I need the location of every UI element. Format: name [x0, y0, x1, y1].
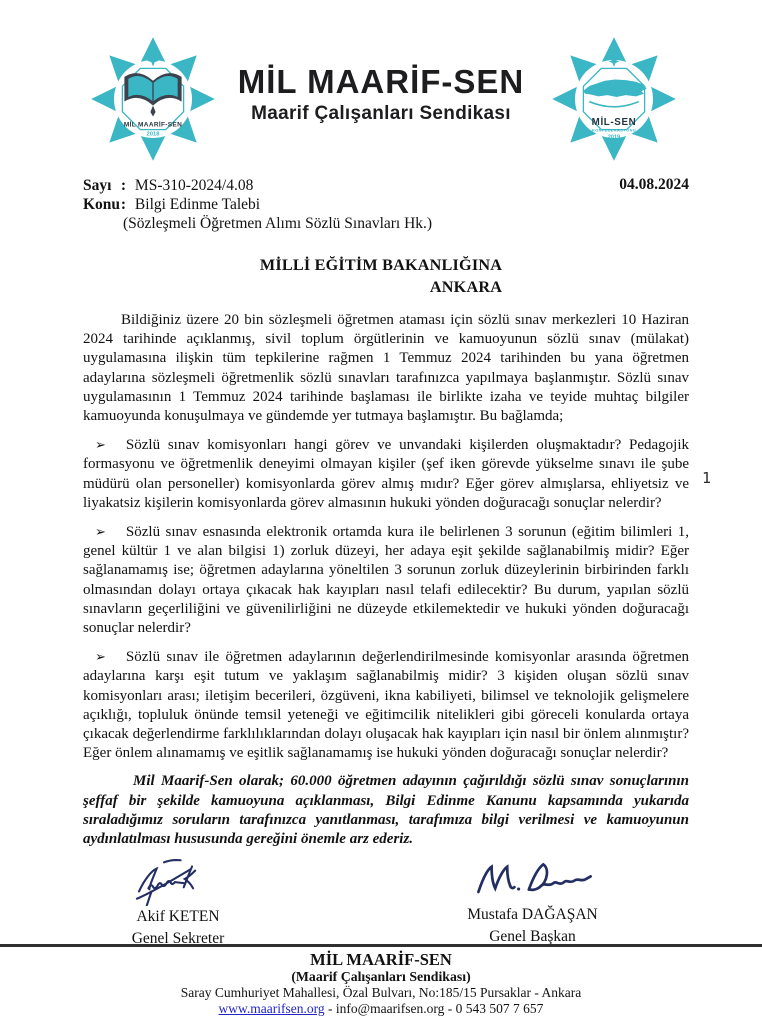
bullet-arrow-icon: ➢ — [95, 524, 106, 540]
intro-paragraph: Bildiğiniz üzere 20 bin sözleşmeli öğretmen ataması için sözlü sınav merkezleri 10 Haziran 2024 tarihinde açıklanmış, sivil toplum örgütlerinin ve kamuoyunun sözlü sınav (mülakat) uygulamasına ilişkin tüm tepkilerine rağmen 1 Temmuz 2024 tarihinden bu yana öğretmen adaylarına sözleşmeli öğretmenlik sözlü sınavları tarafınızca yapılmaya başlanmıştır. Sözlü sınav uygulamasının 1 Temmuz 2024 tarihinde başlaması ile birlikte izaha ve teyide muhtaç bilgiler kamuoyunda konuşulmaya ve gündemde yer tutmaya başlamıştır. Bu bağlamda; — [83, 312, 689, 425]
letter-date: 04.08.2024 — [619, 176, 689, 193]
mil-sen-emblem — [544, 34, 684, 164]
closing-paragraph: Mil Maarif-Sen olarak; 60.000 öğretmen adayının çağırıldığı sözlü sınav sonuçlarının şeffaf bir şekilde kamuoyuna açıklanması, Bilgi Edinme Kanunu kapsamında yukarıda sıraladığımız soruların tarafınızca yanıtlanması, tarafımıza bilgi verilmesi ve kamuoyunun aydınlatılması hususunda gereğini önemle arz ederiz. — [83, 773, 689, 848]
footer-contact — [0, 1001, 762, 1017]
letter-body — [83, 311, 689, 849]
emblem-year: 2019 — [607, 134, 621, 141]
footer-address: Saray Cumhuriyet Mahallesi, Özal Bulvarı, No:185/15 Pursaklar - Ankara — [180, 985, 582, 1000]
konu-detail: (Sözleşmeli Öğretmen Alımı Sözlü Sınavları Hk.) — [123, 215, 433, 232]
recipient-line1: MİLLİ EĞİTİM BAKANLIĞINA — [259, 256, 503, 274]
signature-mustafa-dagasan-icon — [433, 856, 633, 904]
signatory-name: Akif KETEN — [136, 908, 220, 925]
sayi-colon: : — [120, 177, 127, 194]
footer-org: MİL MAARİF-SEN — [310, 950, 452, 969]
bullet-text: Sözlü sınav ile öğretmen adaylarının değerlendirilmesinde komisyonlar arasında öğretmen adaylarına karşı eşit tutum ve yaklaşım sağlanabilmiş midir? 3 kişiden oluşan sözlü sınav komisyonları arası; iletişim becerileri, özgüveni, ikna kabiliyeti, bilimsel ve teknolojik gelişmelere açıklığı, topluluk önünde temsil yeteneği ve eğitimcilik nitelikleri gibi göreceli konularda ortaya çıkacak değerlendirme farklılıklarından dolayı oluşacak hak kayıpları için nasıl bir önlem alınmıştır? Eğer önlem alınamamış ve eşitlik sağlanamamış ise hukuki yönden doğuracağı sonuçlar nelerdir? — [83, 649, 689, 762]
konu-label: Konu — [83, 196, 121, 213]
signature-block-genel-sekreter — [88, 854, 268, 950]
konu-line — [83, 195, 432, 214]
bullet-item — [83, 522, 689, 638]
bullet-item — [83, 435, 689, 513]
masthead — [171, 64, 591, 126]
signatory-title: Genel Başkan — [489, 928, 576, 945]
bullet-text: Sözlü sınav komisyonları hangi görev ve unvandaki kişilerden oluşmaktadır? Pedagojik formasyonu ve öğretmenlik deneyimi olmayan kişiler (şef iken görevde yükselme sınavı ile şube müdürü olan personeller) komisyonlarda görev almış mıdır? Eğer görev almışlarsa, ehliyetsiz ve liyakatsiz kişilerin komisyonlarda görev almasının hukuki yönden doğuracağı sonuçlar nelerdir? — [83, 437, 689, 511]
konu-value: Bilgi Edinme Talebi — [134, 196, 261, 213]
emblem-label: MİL MAARİF-SEN — [123, 121, 183, 129]
recipient-line2: ANKARA — [429, 277, 503, 296]
signatory-title: Genel Sekreter — [131, 930, 225, 947]
recipient-block — [0, 255, 762, 298]
bullet-arrow-icon: ➢ — [95, 437, 106, 453]
letter-meta — [83, 176, 432, 233]
signature-akif-keten-icon — [93, 854, 263, 906]
signature-block-genel-baskan — [425, 856, 640, 948]
emblem-year: 2018 — [146, 131, 160, 138]
konu-colon: : — [120, 196, 127, 213]
sayi-line — [83, 176, 432, 195]
bullet-item — [83, 647, 689, 763]
page-number: 1 — [702, 469, 712, 487]
emblem-sublabel: KONFEDERASYONU — [592, 127, 636, 133]
signatory-name: Mustafa DAĞAŞAN — [467, 906, 598, 923]
letter-footer — [0, 944, 762, 1024]
bullet-arrow-icon: ➢ — [95, 649, 106, 665]
sayi-label: Sayı — [83, 177, 112, 194]
bullet-text: Sözlü sınav esnasında elektronik ortamda kura ile belirlenen 3 sorunun (eğitim bilimleri 1, genel kültür 1 ve alan bilgisi 1) zorluk düzeyi, her adaya eşit şekilde sağlanabilmiş midir? Eğer sağlanamamış ise; öğretmen adaylarına yöneltilen 3 sorunun zorluk düzeylerinin birbirinden farklı olmasından dolayı ortaya çıkacak hak kayıpları nasıl telafi edilecektir? Bu durum, yapılan sözlü sınavların geçerliliğini ve güvenilirliğini ne düzeyde etkilemektedir ve hukuki yönden doğuracağı sonuçlar nelerdir? — [83, 524, 689, 637]
footer-contact-tail: - info@maarifsen.org - 0 543 507 7 657 — [324, 1001, 544, 1016]
org-title: MİL MAARİF-SEN — [237, 63, 525, 100]
footer-org-detail: (Maarif Çalışanları Sendikası) — [291, 969, 471, 984]
org-subtitle: Maarif Çalışanları Sendikası — [251, 103, 511, 124]
emblem-label: MİL-SEN — [591, 117, 637, 128]
mil-sen-emblem-icon — [544, 34, 684, 164]
sayi-value: MS-310-2024/4.08 — [134, 177, 254, 194]
website-link[interactable]: www.maarifsen.org — [218, 1001, 325, 1016]
